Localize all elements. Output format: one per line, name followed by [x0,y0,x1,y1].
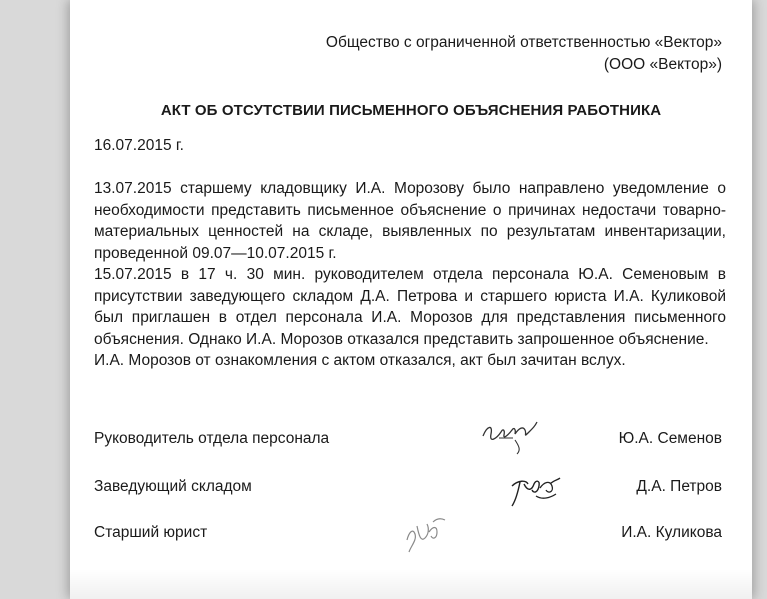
paragraph-refusal: И.А. Морозов от ознакомления с актом отказался, акт был зачитан вслух. [94,352,626,369]
handwritten-signature-semenov [479,416,541,456]
signature-name: Д.А. Петров [636,478,722,495]
handwritten-signature-petrov [506,472,566,514]
paragraph-meeting: 15.07.2015 в 17 ч. 30 мин. руководителем отдела персонала Ю.А. Семеновым в присутствии заведующего складом Д.А. Петрова и старшего юриста И.А. Куликовой был приглашен в отдел персонала И.А. Морозов для представления письменного объяснения. Однако И.А. Морозов отказался представить запрошенное объяснение. [94,266,726,348]
signature-row-warehouse-head [94,478,722,502]
signature-name: Ю.А. Семенов [618,430,722,447]
document-title: АКТ ОБ ОТСУТСТВИИ ПИСЬМЕННОГО ОБЪЯСНЕНИЯ РАБОТНИКА [160,102,662,119]
document-sheet [70,0,752,599]
page-curl-shadow [70,569,752,599]
handwritten-signature-kulikova [399,512,451,558]
document-body [94,178,726,372]
signature-name: И.А. Куликова [621,524,722,541]
document-date: 16.07.2015 г. [94,137,184,154]
organization-header [326,32,722,76]
signature-role: Старший юрист [94,524,208,541]
signature-row-senior-lawyer [94,524,722,548]
organization-full-name: Общество с ограниченной ответственностью «Вектор» [325,34,722,51]
signature-row-hr-head [94,430,722,454]
paragraph-notification: 13.07.2015 старшему кладовщику И.А. Морозову было направлено уведомление о необходимости представить письменное объяснение о причинах недостачи товарно-материальных ценностей на складе, выявленных по результатам инвентаризации, проведенной 09.07—10.07.2015 г. [94,180,726,262]
organization-short-name: (ООО «Вектор») [603,56,722,73]
signature-role: Руководитель отдела персонала [94,430,330,447]
signature-role: Заведующий складом [94,478,252,495]
